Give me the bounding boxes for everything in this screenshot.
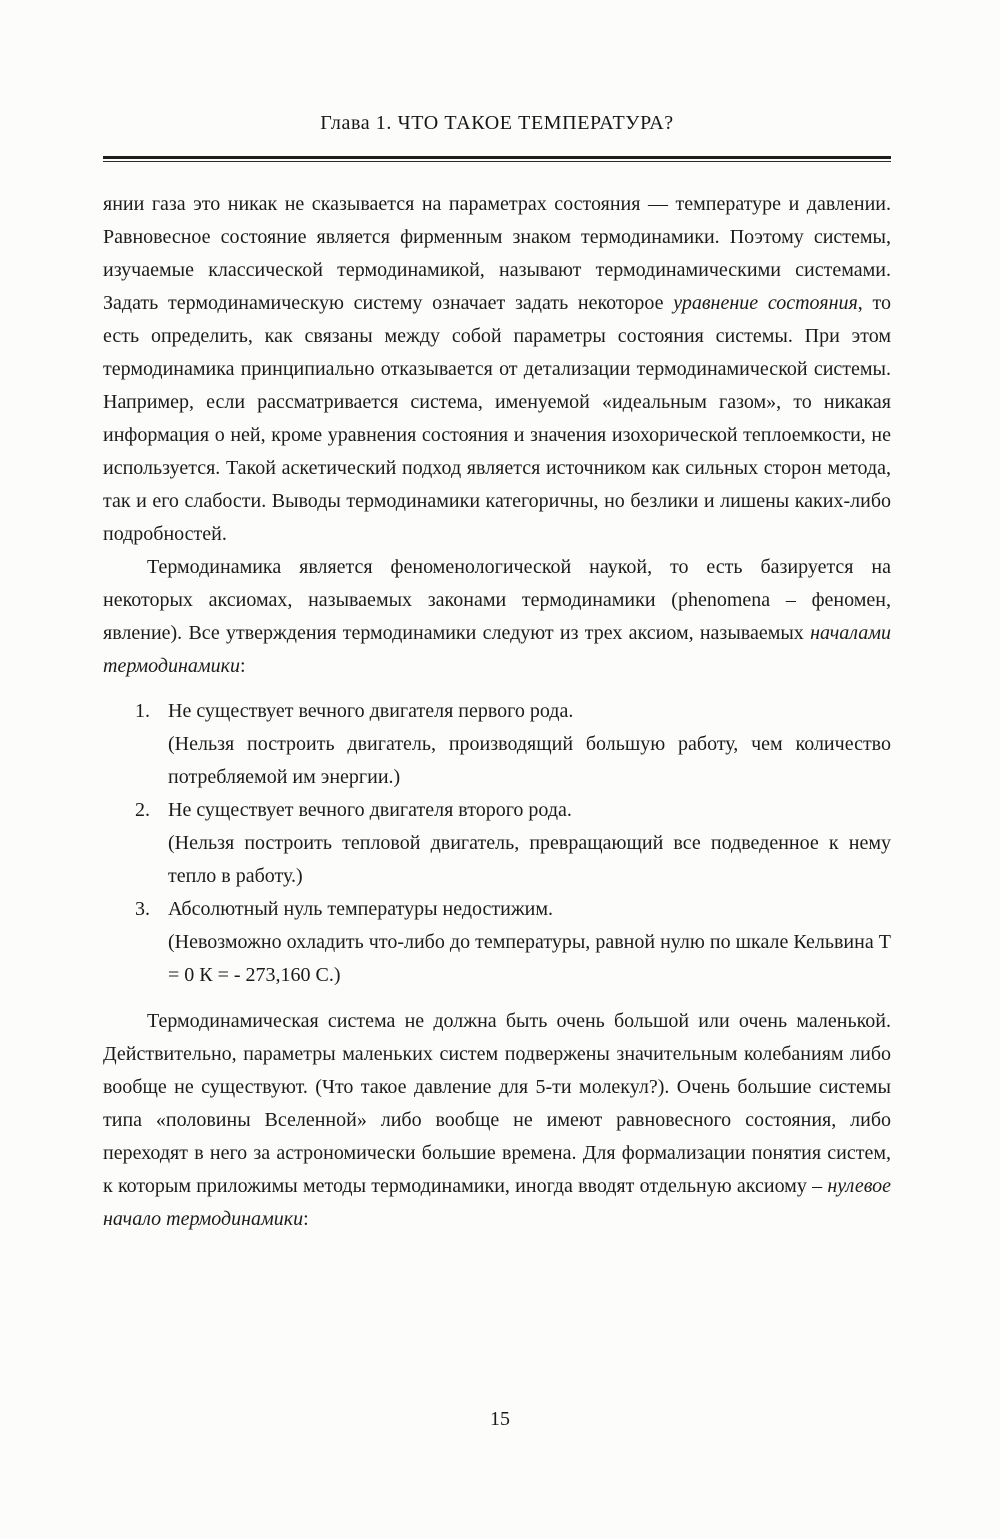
italic-text-run: нулевое начало термодинамики (103, 1175, 891, 1230)
text-run: Термодинамическая система не должна быть очень большой или очень маленькой. Действительно, параметры маленьких систем подвержены значительным колебаниям либо вообще не существуют. (Что такое давление для 5-ти молекул?). Очень большие системы типа «половины Вселенной» либо вообще не имеют равновесного состояния, либо переходят в него за астрономически большие времена. Для формализации понятия систем, к которым приложимы методы термодинамики, иногда вводят отдельную аксиому – (103, 1010, 891, 1197)
list-item-body (168, 794, 891, 893)
axiom-text: Абсолютный нуль температуры недостижим. (168, 898, 553, 920)
axiom-text: Не существует вечного двигателя второго рода. (168, 799, 572, 821)
text-run: : (303, 1208, 309, 1230)
list-item-first-law (135, 695, 891, 794)
list-item-body (168, 695, 891, 794)
list-number: 2. (135, 799, 150, 821)
list-number: 3. (135, 898, 150, 920)
axiom-text: Не существует вечного двигателя первого рода. (168, 700, 574, 722)
list-item-body (168, 893, 891, 992)
axiom-note: (Невозможно охладить что-либо до температуры, равной нулю по шкале Кельвина Т = 0 К = - 273,160 С.) (168, 931, 891, 986)
axiom-note: (Нельзя построить двигатель, производящий большую работу, чем количество потребляемой им энергии.) (168, 733, 891, 788)
text-run: , то есть определить, как связаны между собой параметры состояния системы. При этом термодинамика принципиально отказывается от детализации термодинамической системы. Например, если рассматривается система, именуемой «идеальным газом», то никакая информация о ней, кроме уравнения состояния и значения изохорической теплоемкости, не используется. Такой аскетический подход является источником как сильных сторон метода, так и его слабости. Выводы термодинамики категоричны, но безлики и лишены каких-либо подробностей. (103, 292, 891, 545)
axiom-list (135, 695, 891, 992)
paragraph-phenomenology (103, 551, 891, 683)
list-item-second-law (135, 794, 891, 893)
italic-text-run: уравнение состояния (673, 292, 858, 314)
text-run: : (239, 655, 246, 677)
chapter-header: Глава 1. ЧТО ТАКОЕ ТЕМПЕРАТУРА? (320, 112, 674, 134)
list-number: 1. (135, 700, 150, 722)
paragraph-equation-of-state (103, 188, 891, 551)
header-rule (103, 156, 891, 162)
italic-text-run: началами термодинамики (103, 622, 891, 677)
text-run: Термодинамика является феноменологической наукой, то есть базируется на некоторых аксиомах, называемых законами термодинамики (phenomena – феномен, явление). Все утверждения термодинамики следуют из трех аксиом, называемых (103, 556, 891, 644)
page-content (103, 110, 891, 1236)
axiom-note: (Нельзя построить тепловой двигатель, превращающий все подведенное к нему тепло в работу.) (168, 832, 891, 887)
list-item-third-law (135, 893, 891, 992)
page-number: 15 (490, 1408, 510, 1430)
text-run: янии газа это никак не сказывается на параметрах состояния — температуре и давлении. Равновесное состояние является фирменным знаком термодинамики. Поэтому системы, изучаемые классической термодинамикой, называют термодинамическими системами. Задать термодинамическую систему означает задать некоторое (103, 193, 891, 314)
paragraph-system-size (103, 1005, 891, 1236)
